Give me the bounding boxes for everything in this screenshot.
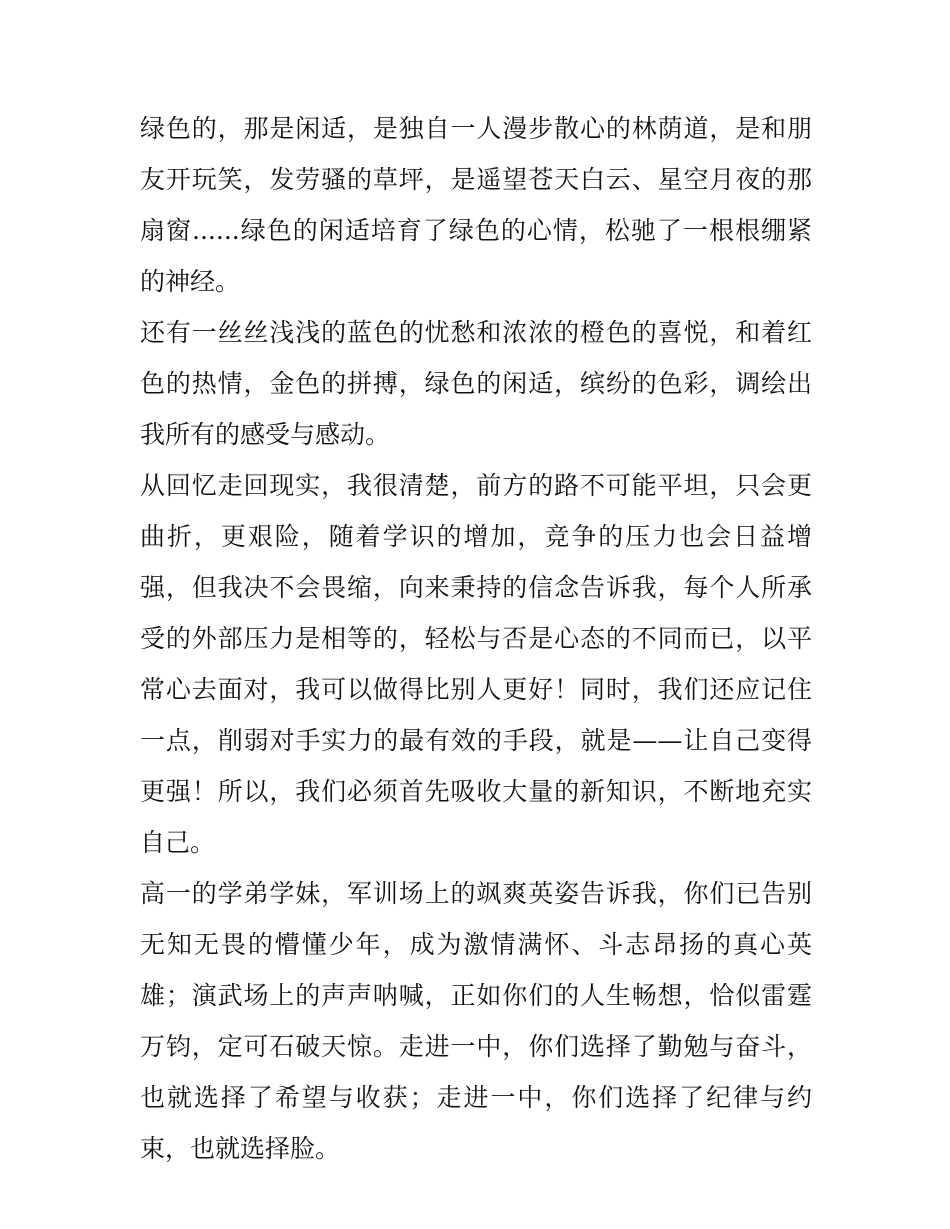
paragraph-colors-feelings: 还有一丝丝浅浅的蓝色的忧愁和浓浓的橙色的喜悦，和着红色的热情，金色的拼搏，绿色的闲适，缤纷的色彩，调绘出我所有的感受与感动。 xyxy=(140,318,812,449)
document-body xyxy=(140,103,812,1174)
paragraph-back-to-reality: 从回忆走回现实，我很清楚，前方的路不可能平坦，只会更曲折，更艰险，随着学识的增加，竞争的压力也会日益增强，但我决不会畏缩，向来秉持的信念告诉我，每个人所承受的外部压力是相等的，轻松与否是心态的不同而已，以平常心去面对，我可以做得比别人更好！同时，我们还应记住一点，削弱对手实力的最有效的手段，就是——让自己变得更强！所以，我们必须首先吸收大量的新知识，不断地充实自己。 xyxy=(140,471,812,857)
paragraph-freshmen: 高一的学弟学妹，军训场上的飒爽英姿告诉我，你们已告别无知无畏的懵懂少年，成为激情满怀、斗志昂扬的真心英雄；演武场上的声声呐喊，正如你们的人生畅想，恰似雷霆万钧，定可石破天惊。走进一中，你们选择了勤勉与奋斗，也就选择了希望与收获；走进一中，你们选择了纪律与约束，也就选择脸。 xyxy=(140,879,812,1163)
paragraph-green-leisure: 绿色的，那是闲适，是独自一人漫步散心的林荫道，是和朋友开玩笑，发劳骚的草坪，是遥望苍天白云、星空月夜的那扇窗......绿色的闲适培育了绿色的心情，松驰了一根根绷紧的神经。 xyxy=(140,114,812,296)
